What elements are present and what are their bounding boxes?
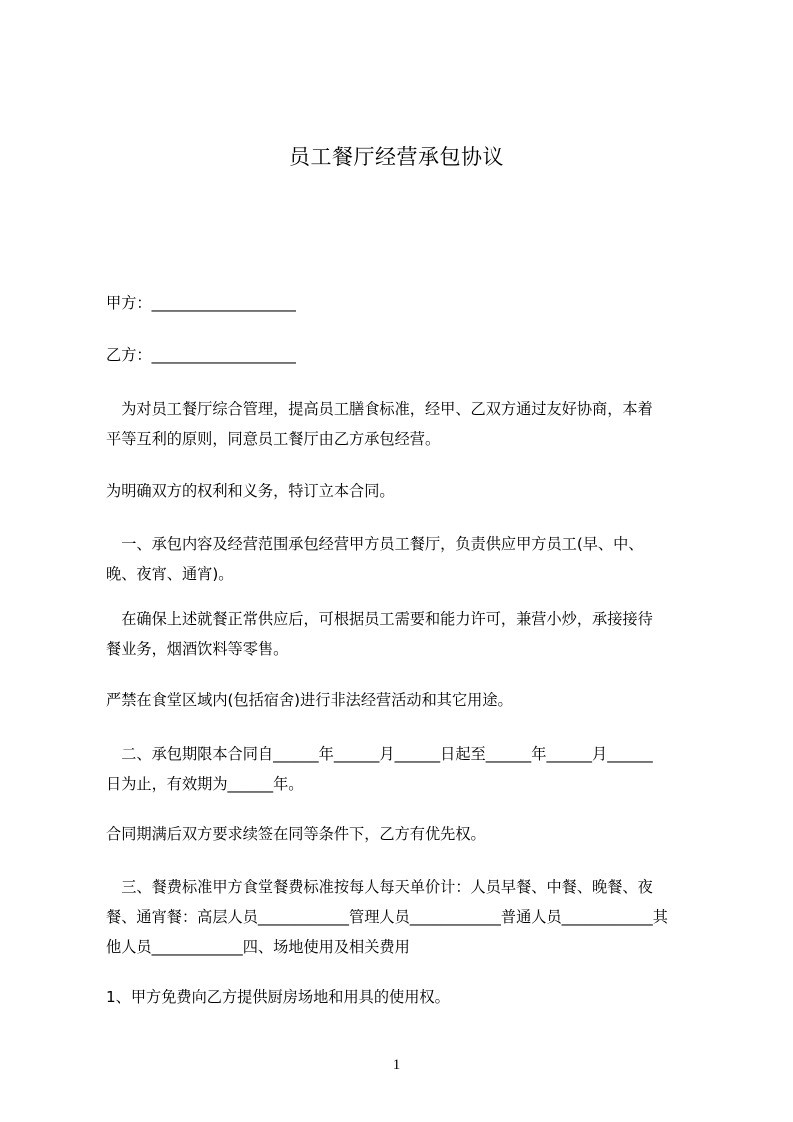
- section-1-extra-line-1: 在确保上述就餐正常供应后，可根据员工需要和能力许可，兼营小炒，承接接待: [106, 610, 653, 628]
- section-1-line-2: 晚、夜宵、通宵)。: [106, 565, 234, 583]
- section-2-line-2: 日为止，有效期为______年。: [106, 775, 304, 793]
- section-2-paragraph: [106, 739, 702, 799]
- section-3-line-2: 餐、通宵餐：高层人员____________管理人员____________普通人员____________其: [106, 908, 668, 926]
- renewal-paragraph: 合同期满后双方要求续签在同等条件下，乙方有优先权。: [106, 825, 486, 843]
- section-3-paragraph: [106, 872, 702, 962]
- section-3-line-1: 三、餐费标准甲方食堂餐费标准按每人每天单价计：人员早餐、中餐、晚餐、夜: [106, 878, 653, 896]
- section-1-paragraph: [106, 529, 702, 589]
- intro-line-1: 为对员工餐厅综合管理，提高员工膳食标准，经甲、乙双方通过友好协商，本着: [106, 400, 653, 418]
- section-3-line-3: 他人员____________四、场地使用及相关费用: [106, 938, 410, 956]
- item-1-paragraph: 1、甲方免费向乙方提供厨房场地和用具的使用权。: [106, 988, 450, 1006]
- prohibition-paragraph: 严禁在食堂区域内(包括宿舍)进行非法经营活动和其它用途。: [106, 691, 513, 709]
- page-number: 1: [392, 1057, 401, 1073]
- section-1-extra-paragraph: [106, 604, 702, 664]
- section-1-line-1: 一、承包内容及经营范围承包经营甲方员工餐厅，负责供应甲方员工(早、中、: [106, 535, 644, 553]
- purpose-paragraph: 为明确双方的权利和义务，特订立本合同。: [106, 482, 395, 500]
- intro-paragraph: [106, 394, 702, 454]
- section-1-extra-line-2: 餐业务，烟酒饮料等零售。: [106, 640, 289, 658]
- party-b-line: 乙方：___________________: [106, 346, 296, 364]
- party-a-line: 甲方：___________________: [106, 294, 296, 312]
- intro-line-2: 平等互利的原则，同意员工餐厅由乙方承包经营。: [106, 430, 441, 448]
- document-title: 员工餐厅经营承包协议: [289, 145, 504, 169]
- section-2-line-1: 二、承包期限本合同自______年______月______日起至______年______月______: [106, 745, 653, 763]
